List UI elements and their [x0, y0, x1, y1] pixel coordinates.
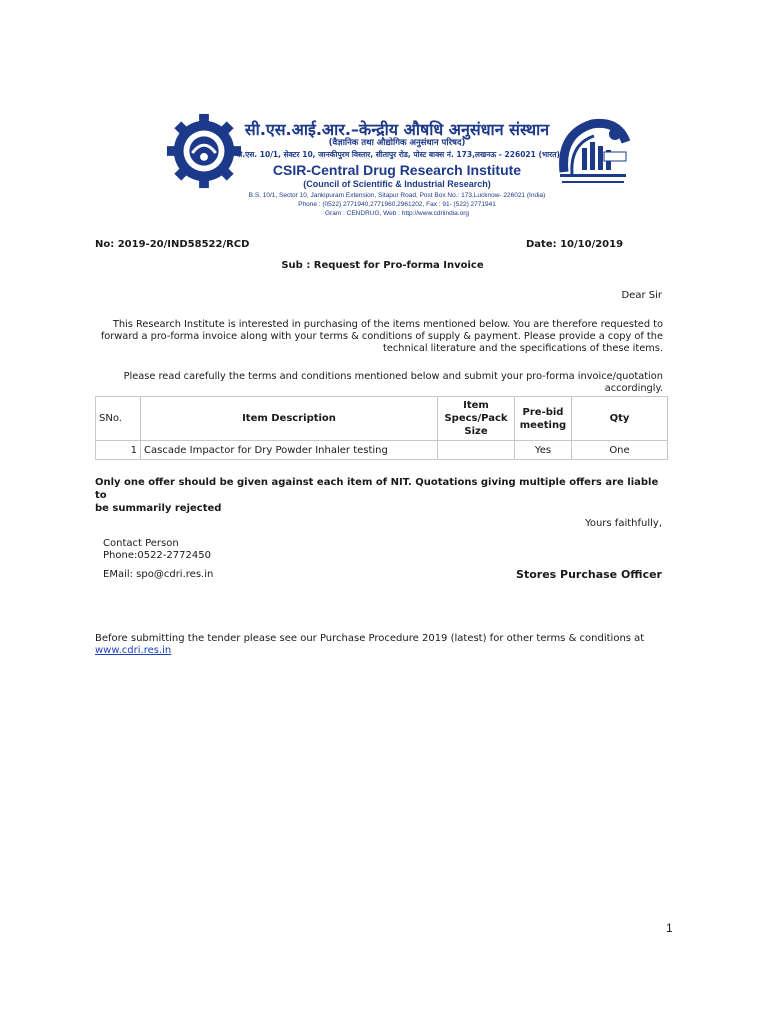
intro-line-1: This Research Institute is interested in purchasing of the items mentioned below. You are therefore requested to	[112, 319, 663, 330]
cell-prebid: Yes	[515, 441, 572, 460]
contact-person-label: Contact Person	[103, 538, 179, 549]
letterhead-address: B.S. 10/1, Sector 10, Jankipuram Extension, Sitapur Road, Post Box No.: 173,Lucknow- 226021 (India)	[248, 192, 546, 199]
col-header-prebid-line-2: meeting	[519, 419, 567, 431]
page-number: 1	[666, 921, 673, 935]
intro-line-2: forward a pro-forma invoice along with your terms & conditions of supply & payment. Please provide a copy of the	[100, 331, 663, 342]
contact-phone: Phone:0522-2772450	[103, 550, 211, 561]
col-header-prebid	[515, 397, 572, 441]
letter-subject: Sub : Request for Pro-forma Invoice	[281, 260, 484, 271]
col-header-specs-line-1: Item	[463, 400, 489, 411]
website-link[interactable]: www.cdri.res.in	[95, 645, 172, 656]
letterhead-english-title: CSIR-Central Drug Research Institute	[272, 162, 522, 178]
reference-number: No: 2019-20/IND58522/RCD	[95, 239, 250, 250]
col-header-sno: SNo.	[96, 397, 141, 441]
letterhead-hindi-address: बी.एस. 10/1, सेक्टर 10, जानकीपुरम विस्तार, सीतापुर रोड, पोस्ट बाक्स नं. 173,लखनऊ - 226021 (भारत)	[236, 150, 560, 159]
table-row	[96, 441, 668, 460]
col-header-description: Item Description	[141, 397, 438, 441]
terms-line-1: Please read carefully the terms and conditions mentioned below and submit your pro-forma invoice/quotation	[123, 371, 663, 382]
col-header-specs-line-2: Specs/Pack	[444, 413, 508, 424]
offer-notice-line-2: be summarily rejected	[95, 503, 222, 514]
col-header-qty: Qty	[572, 397, 668, 441]
closing: Yours faithfully,	[585, 518, 662, 529]
letterhead-hindi-title: सी.एस.आई.आर.–केन्द्रीय औषधि अनुसंधान संस्थान	[244, 120, 550, 139]
col-header-specs	[438, 397, 515, 441]
table-header-row	[96, 397, 668, 441]
items-table	[95, 396, 668, 460]
offer-notice-line-1: Only one offer should be given against each item of NIT. Quotations giving multiple offers are liable to	[95, 477, 659, 501]
salutation: Dear Sir	[621, 290, 662, 301]
cell-qty: One	[572, 441, 668, 460]
letterhead-phone: Phone : (0522) 2771940,2771960,2961202, Fax : 91- (522) 2771941	[298, 201, 496, 208]
csir-gear-logo-icon	[165, 112, 243, 190]
letterhead-council: (Council of Scientific & Industrial Research)	[303, 179, 491, 189]
letterhead-hindi-subtitle: (वैज्ञानिक तथा औद्योगिक अनुसंधान परिषद)	[328, 138, 466, 148]
terms-line-2: accordingly.	[604, 383, 663, 394]
signatory-title: Stores Purchase Officer	[516, 568, 662, 581]
letter-date: Date: 10/10/2019	[526, 239, 624, 250]
cell-specs	[438, 441, 515, 460]
footer-note: Before submitting the tender please see our Purchase Procedure 2019 (latest) for other terms & conditions at	[95, 633, 645, 644]
cell-description: Cascade Impactor for Dry Powder Inhaler testing	[141, 441, 438, 460]
letterhead-gram: Gram : CENDRUG, Web : http://www.cdriindia.org	[324, 210, 469, 217]
col-header-prebid-line-1: Pre-bid	[522, 406, 564, 418]
contact-email: EMail: spo@cdri.res.in	[103, 569, 214, 580]
col-header-specs-line-3: Size	[464, 426, 488, 437]
offer-notice	[95, 476, 670, 515]
intro-line-3: technical literature and the specifications of these items.	[383, 343, 663, 354]
intro-paragraph	[100, 319, 663, 355]
terms-paragraph	[100, 371, 663, 395]
cell-sno: 1	[96, 441, 141, 460]
cdri-emblem-icon	[552, 112, 632, 190]
